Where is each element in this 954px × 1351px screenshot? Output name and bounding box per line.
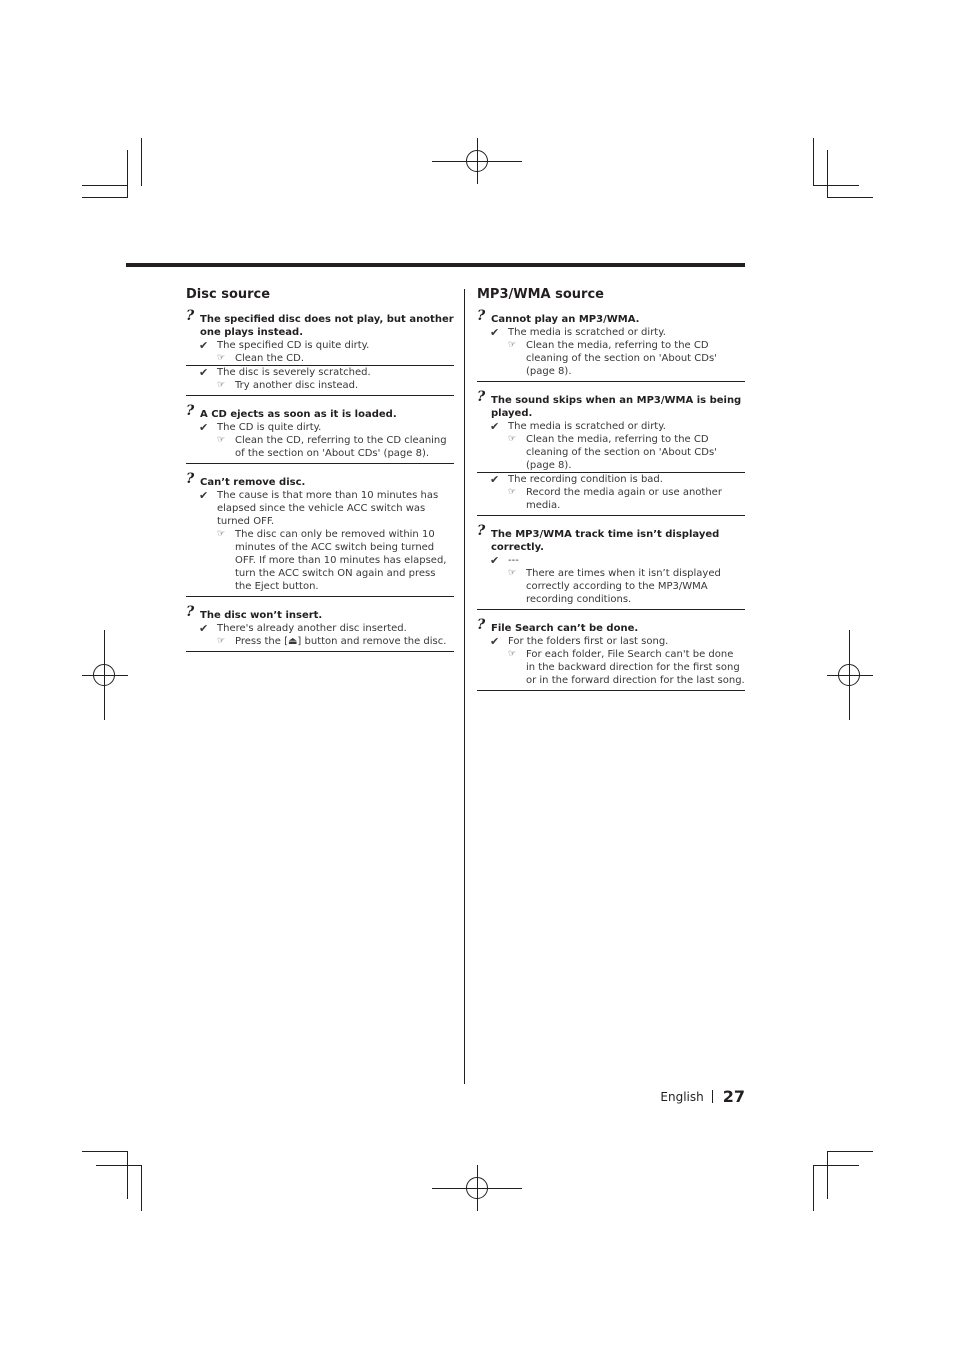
troubleshoot-item: [477, 308, 745, 382]
remedy-icon: ☞: [217, 529, 226, 539]
cause-block: [186, 489, 454, 593]
check-icon: ✔: [490, 420, 500, 433]
remedy: [186, 635, 454, 648]
question: [186, 308, 454, 339]
question-text: Cannot play an MP3/WMA.: [491, 314, 640, 325]
question-text: Can’t remove disc.: [200, 477, 306, 488]
footer-separator: [712, 1090, 713, 1103]
cause-text: The cause is that more than 10 minutes has elapsed since the vehicle ACC switch was turned OFF.: [217, 490, 439, 527]
question-text: A CD ejects as soon as it is loaded.: [200, 409, 397, 420]
troubleshoot-item: [186, 308, 454, 396]
cause: [186, 339, 454, 352]
cause-block: [477, 635, 745, 687]
mp3-wma-source-items: [477, 308, 745, 691]
cause-text: For the folders first or last song.: [508, 636, 669, 647]
question: [186, 471, 454, 489]
footer-language: English: [660, 1090, 704, 1104]
cause-text: The disc is severely scratched.: [217, 367, 371, 378]
cause: [477, 473, 745, 486]
troubleshoot-item: [186, 604, 454, 652]
cause-block: [477, 326, 745, 378]
cause: [477, 554, 745, 567]
remedy: [186, 434, 454, 460]
cause: [477, 635, 745, 648]
column-divider: [464, 289, 465, 1084]
disc-source-title: Disc source: [186, 287, 271, 302]
remedy-icon: ☞: [508, 340, 517, 350]
mp3-wma-source-title: MP3/WMA source: [477, 287, 604, 302]
troubleshoot-item: [186, 403, 454, 464]
question: [186, 403, 454, 421]
cause-block: [477, 472, 745, 512]
question-mark-icon: ?: [186, 471, 195, 487]
remedy-icon: ☞: [217, 353, 226, 363]
header-rule: [126, 263, 745, 267]
question-mark-icon: ?: [186, 604, 195, 620]
question-text: The disc won’t insert.: [200, 610, 323, 621]
cause-block: [477, 420, 745, 472]
check-icon: ✔: [490, 554, 500, 567]
cause-block: [477, 554, 745, 606]
question: [186, 604, 454, 622]
question-mark-icon: ?: [477, 617, 486, 633]
cause-block: [186, 421, 454, 460]
cause-block: [186, 365, 454, 392]
page-footer: [600, 1087, 745, 1107]
remedy: [477, 433, 745, 472]
page-number: 27: [722, 1087, 745, 1106]
remedy-text: Clean the media, referring to the CD cleaning of the section on 'About CDs' (page 8).: [526, 434, 717, 471]
remedy-icon: ☞: [217, 380, 226, 390]
question: [477, 617, 745, 635]
question-mark-icon: ?: [186, 403, 195, 419]
troubleshoot-item: [477, 523, 745, 610]
remedy: [477, 567, 745, 606]
remedy: [477, 339, 745, 378]
check-icon: ✔: [490, 635, 500, 648]
remedy-icon: ☞: [508, 568, 517, 578]
remedy-text: Record the media again or use another media.: [526, 487, 722, 511]
remedy-icon: ☞: [217, 435, 226, 445]
disc-source-items: [186, 308, 454, 652]
question-mark-icon: ?: [477, 389, 486, 405]
cause-text: There's already another disc inserted.: [217, 623, 407, 634]
cause: [477, 420, 745, 433]
remedy: [186, 352, 454, 365]
cause-text: The recording condition is bad.: [508, 474, 663, 485]
question-text: The specified disc does not play, but another one plays instead.: [200, 314, 454, 338]
remedy: [477, 648, 745, 687]
cause-text: The media is scratched or dirty.: [508, 327, 666, 338]
remedy: [186, 528, 454, 593]
check-icon: ✔: [199, 366, 209, 379]
cause-text: The media is scratched or dirty.: [508, 421, 666, 432]
question-text: The sound skips when an MP3/WMA is being played.: [491, 395, 742, 419]
cause: [186, 489, 454, 528]
troubleshoot-item: [186, 471, 454, 597]
question-text: File Search can’t be done.: [491, 623, 639, 634]
cause-text: The specified CD is quite dirty.: [217, 340, 370, 351]
mp3-wma-source-section: [477, 286, 745, 703]
check-icon: ✔: [490, 326, 500, 339]
remedy-text: The disc can only be removed within 10 minutes of the ACC switch being turned OFF. If more than 10 minutes has elapsed, turn the ACC switch ON again and press the Eject button.: [235, 529, 447, 592]
cause: [186, 366, 454, 379]
cause: [186, 421, 454, 434]
question-mark-icon: ?: [186, 308, 195, 324]
remedy-text: There are times when it isn’t displayed correctly according to the MP3/WMA recording conditions.: [526, 568, 721, 605]
check-icon: ✔: [199, 421, 209, 434]
check-icon: ✔: [199, 622, 209, 635]
question: [477, 389, 745, 420]
cause: [186, 622, 454, 635]
cause-text: ---: [508, 555, 519, 566]
disc-source-section: [186, 286, 454, 664]
check-icon: ✔: [490, 473, 500, 486]
check-icon: ✔: [199, 339, 209, 352]
remedy-text: Clean the media, referring to the CD cleaning of the section on 'About CDs' (page 8).: [526, 340, 717, 377]
cause: [477, 326, 745, 339]
remedy: [186, 379, 454, 392]
question: [477, 523, 745, 554]
remedy-icon: ☞: [508, 487, 517, 497]
remedy-text: Clean the CD.: [235, 353, 305, 364]
remedy-icon: ☞: [217, 636, 226, 646]
check-icon: ✔: [199, 489, 209, 502]
question-mark-icon: ?: [477, 523, 486, 539]
question: [477, 308, 745, 326]
cause-block: [186, 339, 454, 365]
remedy-text: Press the [⏏] button and remove the disc.: [235, 636, 447, 647]
remedy: [477, 486, 745, 512]
remedy-text: Try another disc instead.: [235, 380, 359, 391]
remedy-text: Clean the CD, referring to the CD cleaning of the section on 'About CDs' (page 8).: [235, 435, 447, 459]
cause-block: [186, 622, 454, 648]
remedy-icon: ☞: [508, 649, 517, 659]
remedy-text: For each folder, File Search can't be done in the backward direction for the first song or in the forward direction for the last song.: [526, 649, 745, 686]
remedy-icon: ☞: [508, 434, 517, 444]
troubleshoot-item: [477, 389, 745, 516]
question-mark-icon: ?: [477, 308, 486, 324]
troubleshoot-item: [477, 617, 745, 691]
cause-text: The CD is quite dirty.: [217, 422, 322, 433]
question-text: The MP3/WMA track time isn’t displayed correctly.: [491, 529, 720, 553]
